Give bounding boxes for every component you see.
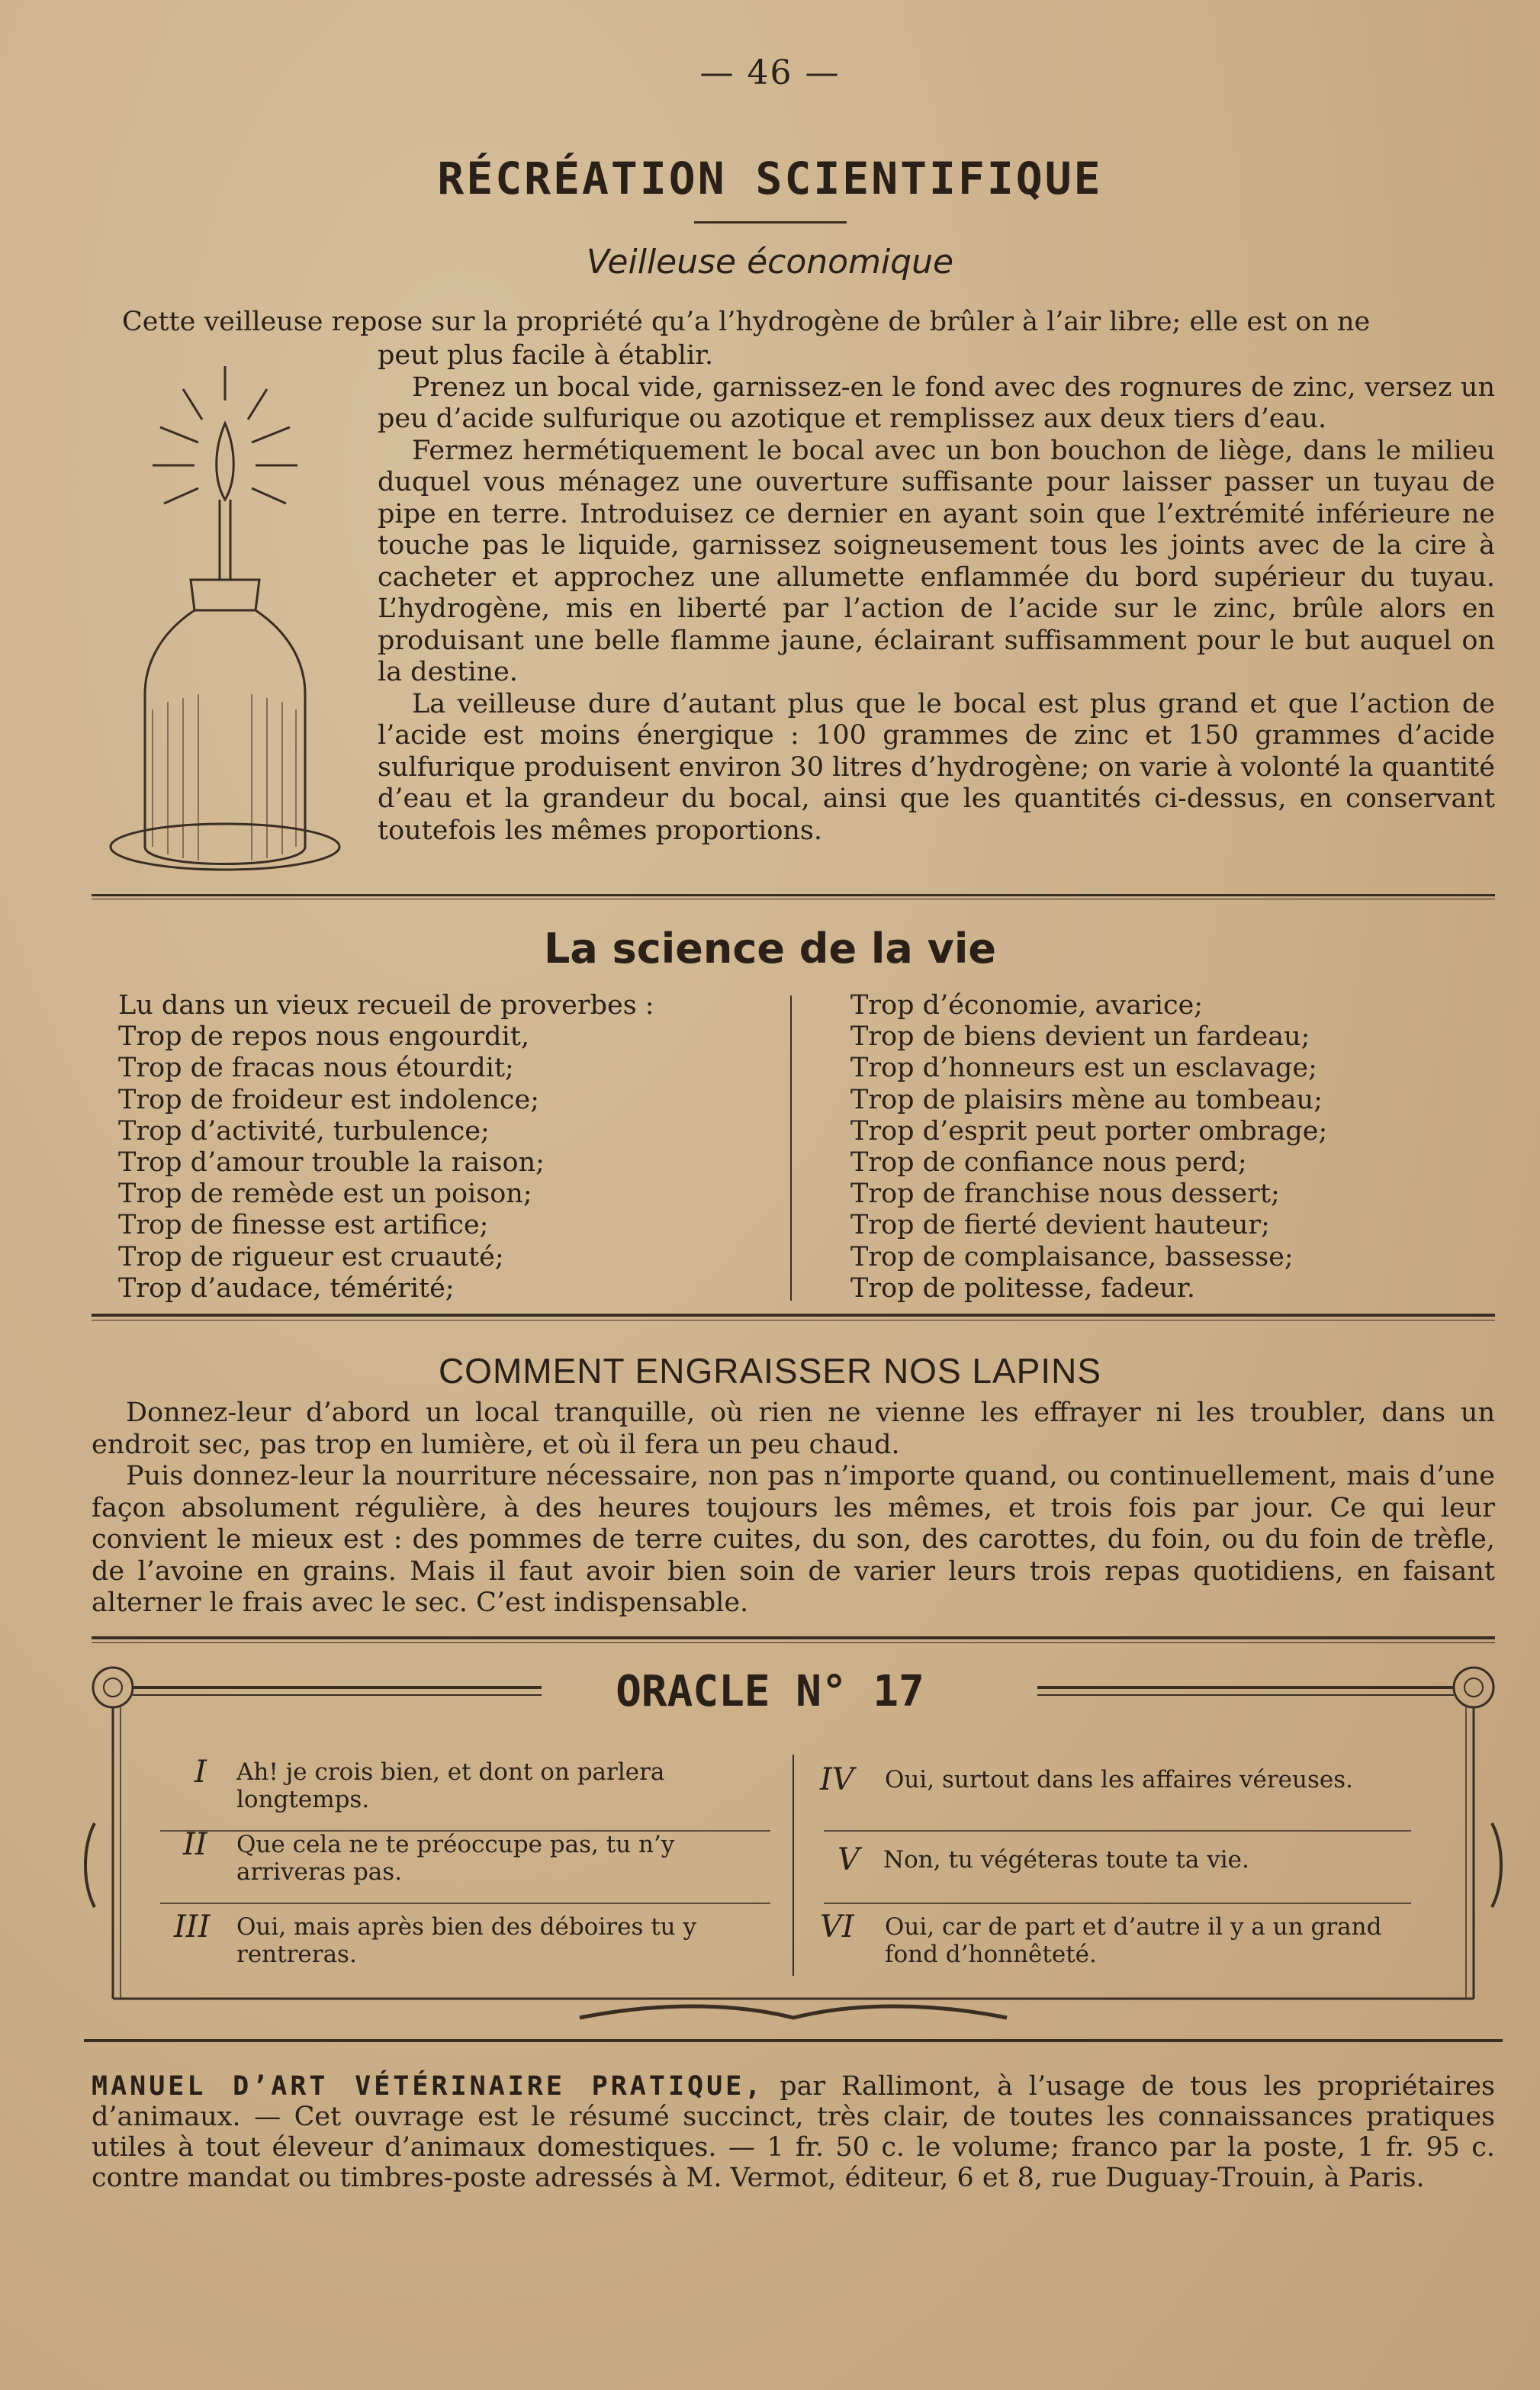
oracle-entry <box>195 1755 782 1819</box>
section-divider <box>92 894 1495 896</box>
proverb-line: Trop de fracas nous étourdit; <box>118 1053 514 1084</box>
paragraph: Puis donnez-leur la nourriture nécessaire, non pas n’importe quand, ou continuellement, mais d’une façon absolument régulière, à des heures toujours les mêmes, et trois fois par jour. Ce qui leur convient le mieux est : des pommes de terre cuites, du son, des carottes, du foin, ou du foin de trèfle, de l’avoine en grains. Mais il faut avoir bien soin de varier leurs trois repas quotidiens, en faisant alterner le frais avec le sec. C’est indispensable. <box>92 1461 1495 1618</box>
oracle-text: Non, tu végéteras toute ta vie. <box>883 1846 1249 1874</box>
proverb-line: Trop d’honneurs est un esclavage; <box>850 1053 1317 1084</box>
proverb-line: Trop de repos nous engourdit, <box>118 1021 529 1053</box>
proverb-line: Trop de remède est un poison; <box>118 1179 532 1210</box>
paragraph: Prenez un bocal vide, garnissez-en le fond avec des rognures de zinc, versez un peu d’acide sulfurique ou azotique et remplissez aux deux tiers d’eau. <box>378 372 1495 434</box>
proverb-line: Trop de finesse est artifice; <box>118 1210 489 1241</box>
oracle-text: Que cela ne te préoccupe pas, tu n’y arriveras pas. <box>236 1831 675 1886</box>
section-subtitle-veilleuse: Veilleuse économique <box>586 243 954 281</box>
oracle-entry <box>838 1842 1432 1892</box>
proverbs-left-column <box>118 990 789 1304</box>
oracle-number: II <box>183 1827 207 1862</box>
lapins-article <box>92 1398 1495 1620</box>
proverb-line: Trop d’audace, témérité; <box>118 1272 455 1304</box>
title-underline <box>694 221 847 224</box>
section-divider <box>92 1636 1495 1639</box>
oracle-entry <box>820 1909 1430 1974</box>
intro-paragraph: Cette veilleuse repose sur la propriété qu’a l’hydrogène de brûler à l’air libre; elle est on ne <box>122 307 1371 337</box>
proverb-line: Trop de politesse, fadeur. <box>850 1272 1195 1304</box>
paragraph: Donnez-leur d’abord un local tranquille, où rien ne vienne les effrayer ni les troubler, dans un endroit sec, pas trop en lumière, et où il fera un peu chaud. <box>92 1398 1495 1460</box>
proverb-line: Trop de rigueur est cruauté; <box>118 1241 504 1272</box>
oracle-text: Ah! je crois bien, et dont on parlera longtemps. <box>236 1758 665 1813</box>
oracle-number: VI <box>820 1909 854 1944</box>
oracle-entry <box>183 1827 782 1892</box>
section-divider <box>92 1314 1495 1317</box>
manuel-advertisement <box>92 2071 1495 2193</box>
proverb-line: Trop de fierté devient hauteur; <box>850 1210 1270 1241</box>
oracle-text: Oui, car de part et d’autre il y a un grand fond d’honnêteté. <box>885 1913 1382 1968</box>
proverb-line: Trop de franchise nous dessert; <box>850 1179 1280 1210</box>
oracle-text: Oui, surtout dans les affaires véreuses. <box>885 1766 1354 1793</box>
veilleuse-article <box>378 340 1495 847</box>
oracle-number: V <box>838 1842 860 1877</box>
oracle-title: ORACLE N° 17 <box>616 1667 924 1716</box>
oracle-number: I <box>195 1755 207 1790</box>
section-divider <box>92 1642 1495 1643</box>
paragraph: peut plus facile à établir. <box>378 340 714 371</box>
section-title-lapins: COMMENT ENGRAISSER NOS LAPINS <box>438 1351 1102 1391</box>
section-title-recreation: RÉCRÉATION SCIENTIFIQUE <box>437 153 1103 204</box>
paragraph: Fermez hermétiquement le bocal avec un bon bouchon de liège, dans le milieu duquel vous ménagez une ouverture suffisante pour laisser passer un tuyau de pipe en terre. Introduisez ce dernier en ayant soin que l’extrémité inférieure ne touche pas le liquide, garnissez soigneusement tous les joints avec de la cire à cacheter et approchez une allumette enflammée du bord supérieur du tuyau. L’hydrogène, mis en liberté par l’action de l’acide sur le zinc, brûle alors en produisant une belle flamme jaune, éclairant suffisamment pour le but auquel on la destine. <box>378 435 1495 687</box>
proverb-line: Trop d’économie, avarice; <box>850 990 1204 1021</box>
oracle-entry <box>174 1909 782 1974</box>
lamp-illustration <box>99 359 351 885</box>
manuel-body: par Rallimont, à l’usage de tous les propriétaires d’animaux. — Cet ouvrage est le résumé succinct, très clair, de toutes les connaissances pratiques utiles à tout éleveur d’animaux domestiques. — 1 fr. 50 c. le volume; franco par la poste, 1 fr. 95 c. contre mandat ou timbres-poste adressés à M. Vermot, éditeur, 6 et 8, rue Duguay-Trouin, à Paris. <box>92 2071 1495 2193</box>
proverb-line: Trop d’activité, turbulence; <box>118 1115 490 1147</box>
section-title-science: La science de la vie <box>544 925 996 973</box>
page-number: — 46 — <box>699 53 841 92</box>
oracle-text: Oui, mais après bien des déboires tu y rentreras. <box>236 1913 697 1968</box>
paragraph: La veilleuse dure d’autant plus que le bocal est plus grand et que l’action de l’acide est moins énergique : 100 grammes de zinc et 150 grammes d’acide sulfurique produisent environ 30 litres d’hydrogène; on varie à volonté la quantité d’eau et la grandeur du bocal, ainsi que les quantités ci-dessus, en conservant toutefois les mêmes proportions. <box>378 688 1495 846</box>
oracle-number: IV <box>820 1762 854 1797</box>
proverbs-right-column <box>850 990 1499 1304</box>
oracle-number: III <box>174 1909 211 1944</box>
proverb-line: Trop de complaisance, bassesse; <box>850 1241 1294 1272</box>
column-divider <box>790 996 792 1301</box>
proverb-line: Trop d’amour trouble la raison; <box>118 1147 545 1179</box>
proverb-line: Trop de confiance nous perd; <box>850 1147 1247 1179</box>
manuel-title: MANUEL D’ART VÉTÉRINAIRE PRATIQUE, <box>92 2071 764 2102</box>
proverb-line: Trop de froideur est indolence; <box>118 1084 540 1115</box>
proverb-line: Trop de plaisirs mène au tombeau; <box>850 1084 1323 1115</box>
proverb-line: Trop de biens devient un fardeau; <box>850 1021 1310 1053</box>
proverb-line: Trop d’esprit peut porter ombrage; <box>850 1115 1328 1147</box>
proverb-line: Lu dans un vieux recueil de proverbes : <box>118 990 654 1021</box>
oracle-entry <box>820 1762 1430 1812</box>
